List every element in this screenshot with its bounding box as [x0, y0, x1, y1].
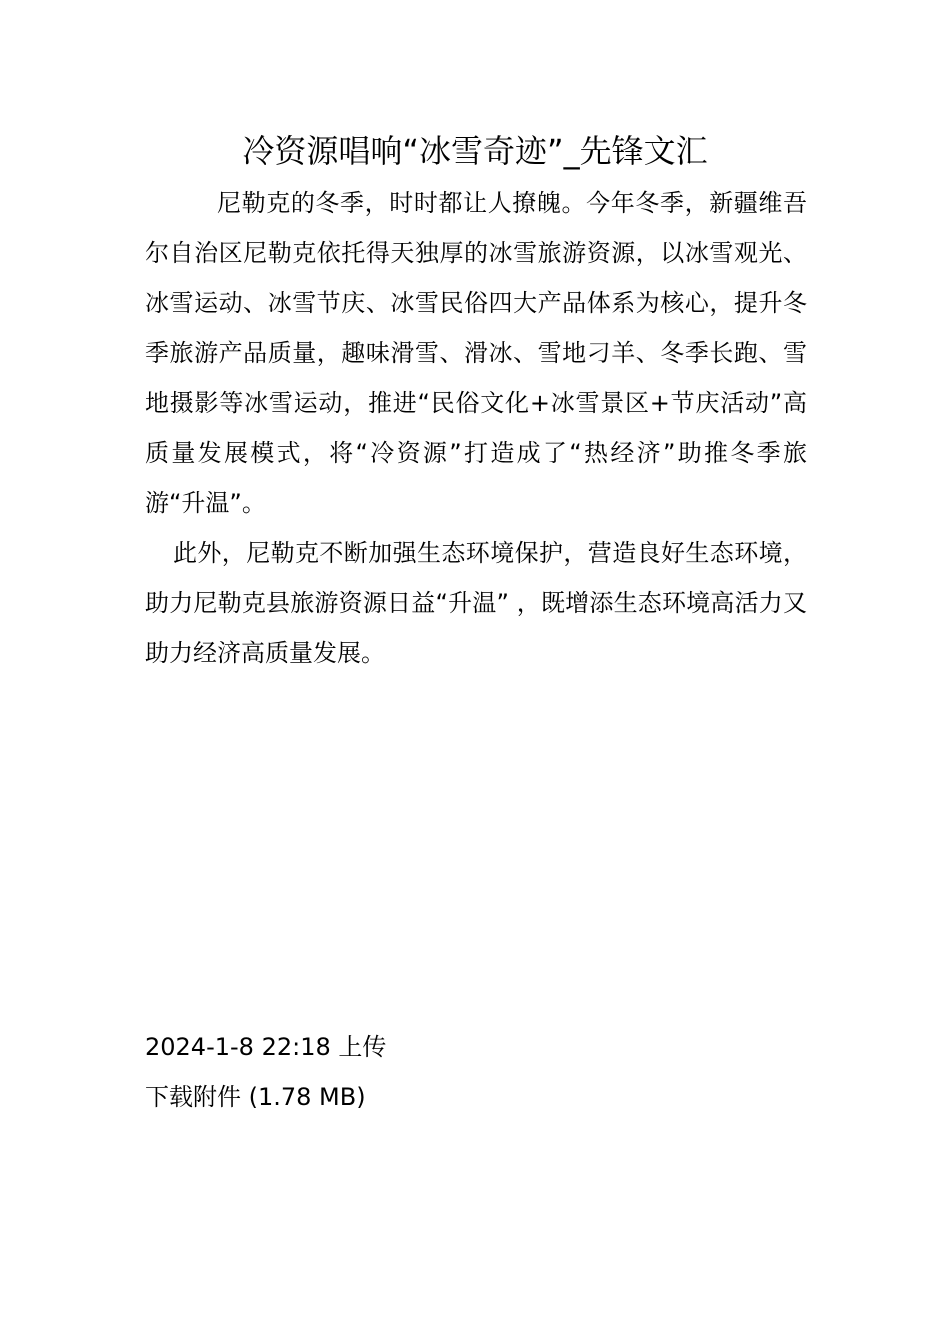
document-title: 冷资源唱响“冰雪奇迹”_先锋文汇	[242, 132, 708, 170]
attachment-meta	[145, 1022, 807, 1122]
article-body	[145, 178, 807, 678]
download-attachment-link[interactable]: 下载附件 (1.78 MB)	[145, 1083, 366, 1111]
paragraph-1: 尼勒克的冬季，时时都让人撩魄。今年冬季，新疆维吾尔自治区尼勒克依托得天独厚的冰雪旅游资源，以冰雪观光、冰雪运动、冰雪节庆、冰雪民俗四大产品体系为核心，提升冬季旅游产品质量，趣味滑雪、滑冰、雪地刁羊、冬季长跑、雪地摄影等冰雪运动，推进“民俗文化+冰雪景区+节庆活动”高质量发展模式，将“冷资源”打造成了“热经济”助推冬季旅游“升温”。	[145, 189, 807, 517]
paragraph-2: 此外，尼勒克不断加强生态环境保护，营造良好生态环境，助力尼勒克县旅游资源日益“升温” ，既增添生态环境高活力又助力经济高质量发展。	[145, 539, 807, 667]
upload-timestamp: 2024-1-8 22:18 上传	[145, 1033, 387, 1061]
attachment-line	[145, 1072, 807, 1122]
